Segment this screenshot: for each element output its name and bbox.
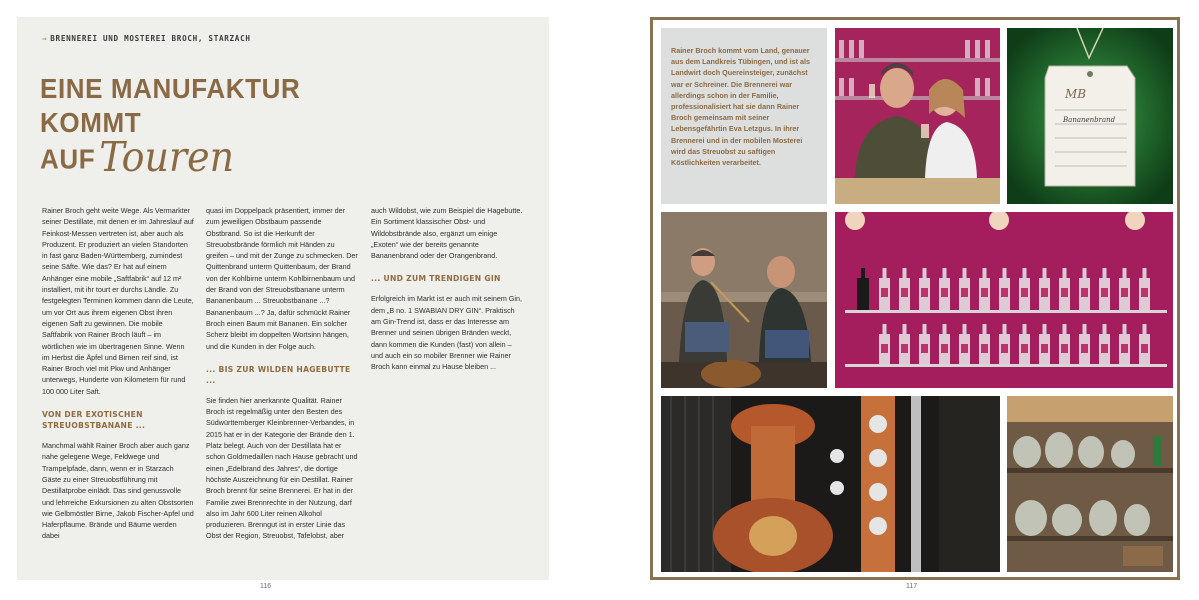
photo-label-handwriting: Bananenbrand — [1063, 116, 1116, 124]
paragraph: Rainer Broch geht weite Wege. Als Vermarkter seiner Destillate, mit denen er im Jahreslauf auf Feinkost-Messen vertreten ist, aber auch als Produzent. Er produziert an vielen Standorten in fast ganz Baden-Württemberg, zumindest seine Säfte. Wie das? Er hat auf einem Anhänger eine mobile „Saftfabrik“ auf 12 m² installiert, mit ihr tourt er durchs Ländle. Zu festgelegten Terminen kommen dann die Leute, um vor Ort aus ihrem eigenen Obst ihren eigenen Saft zu gewinnen. Die mobile Saftfabrik von Rainer Broch läuft – im wörtlichen wie im übertragenen Sinne. Wenn im Herbst die Äpfel und Birnen reif sind, ist Rainer Broch viel mit Pkw und Anhänger unterwegs, Hunderte von Kilometern für rund 100 000 Liter Saft. — [42, 206, 194, 396]
arrow-icon: ⇒ — [42, 34, 48, 43]
title-line2-prefix: KOMMT AUF — [40, 106, 142, 176]
right-page — [650, 17, 1180, 580]
photo-bottle-label — [1007, 28, 1173, 204]
subheading: VON DER EXOTISCHEN STREUOBSTBANANE ... — [42, 410, 146, 431]
svg-text:MB: MB — [1065, 87, 1087, 101]
intro-paragraph: Rainer Broch kommt vom Land, genauer aus dem Landkreis Tübingen, und ist als Landwirt doch Quereinsteiger, zunächst war er Schreiner. Die Brennerei war allerdings schon in der Familie, professionalisiert hat sie dann Rainer Broch gemeinsam mit seiner Lebensgefährtin Eva Letzgus. In ihrer Brennerei und in der mobilen Mosterei wird das Streuobst zu saftigen Köstlichkeiten verarbeitet. — [671, 46, 810, 168]
paragraph: auch Wildobst, wie zum Beispiel die Hagebutte. Ein Sortiment klassischer Obst- und Wildobstbrände also, ergänzt um einige „Exoten“ wie der bereits genannte Bananenbrand oder der Orangenbrand. — [371, 206, 523, 261]
page-number-right: 117 — [906, 583, 918, 590]
title-line2 — [40, 106, 340, 181]
page-title — [40, 72, 340, 181]
intro-text-box — [661, 28, 827, 204]
photo-demijohns-shelf — [1007, 396, 1173, 572]
kicker-text: BRENNEREI UND MOSTEREI BROCH, STARZACH — [50, 34, 251, 43]
title-line1: EINE MANUFAKTUR — [40, 72, 301, 105]
photo-couple-toasting — [835, 28, 1000, 204]
paragraph: Sie finden hier anerkannte Qualität. Rainer Broch ist regelmäßig unter den Besten des Südwürttemberger Kleinbrenner-Verbandes, in 2015 hat er in der Kategorie der Brände den 1. Platz belegt. Auch von der Destillata hat er schon Goldmedaillen nach Hause gebracht und einen „Edelbrand des Jahres“, die dortige höchste Auszeichnung für ein Destillat. Rainer Broch brennt für seine Brennerei. Er hat in der Familie zwei Brennrechte in der Nutzung, darf also im Jahr 600 Liter reinen Alkohol produzieren. Brenngut ist in erster Linie das Obst der Region, Streuobst, Tafelobst, aber — [206, 395, 358, 541]
subheading: ... BIS ZUR WILDEN HAGEBUTTE ... — [206, 364, 351, 385]
subheading: ... UND ZUM TRENDIGEN GIN — [371, 274, 501, 284]
left-page — [17, 17, 549, 580]
photo-two-men-barrel — [661, 212, 827, 388]
paragraph: quasi im Doppelpack präsentiert, immer der zum jeweiligen Obstbaum passende Obstbrand. So ist die Herkunft der Streuobstbrände förmlich mit Händen zu greifen – und mit der Zunge zu schmecken. Der Quittenbrand unterm Quittenbaum, der Brand von der Kohlbirne unterm Kohlbirnenbaum und der Brand von der Streuobstbanane unterm Bananenbaum ... Streuobstbanane ...? Bananenbaum ...? Ja, dafür schmückt Rainer Broch einen Baum mit Bananen. Ein solcher Scherz bleibt im doppelten Wortsinn hängen, und die Kunden in der Folge auch. — [206, 206, 358, 351]
text-column-1 — [42, 205, 194, 542]
photo-gin-bottles-wall — [835, 212, 1173, 388]
text-column-2 — [206, 205, 358, 542]
text-column-3 — [371, 205, 523, 373]
photo-copper-still — [661, 396, 1000, 572]
kicker — [42, 34, 251, 43]
paragraph: Manchmal wählt Rainer Broch aber auch ganz nahe gelegene Wege, Feldwege und Trampelpfade, dann, wenn er in Starzach Gäste zu einer Streuobstführung mit Destillatprobe einlädt. Das sind genussvolle und lehrreiche Exkursionen zu alten Obstsorten wie Gelbmöstler Birne, Jakob Fischer-Apfel und Haferpflaume. Brände und Bäume werden dabei — [42, 441, 194, 541]
page-number-left: 116 — [260, 583, 272, 590]
paragraph: Erfolgreich im Markt ist er auch mit seinem Gin, dem „B no. 1 SWABIAN DRY GIN“. Praktisch am Gin-Trend ist, dass er das Interesse am Brenner und seinen übrigen Bränden weckt, dann kommen die Kunden (fast) von allein – und auch ein so mobiler Brenner wie Rainer Broch kann einmal zu Hause bleiben ... — [371, 294, 522, 372]
title-script-word: Touren — [99, 133, 235, 181]
